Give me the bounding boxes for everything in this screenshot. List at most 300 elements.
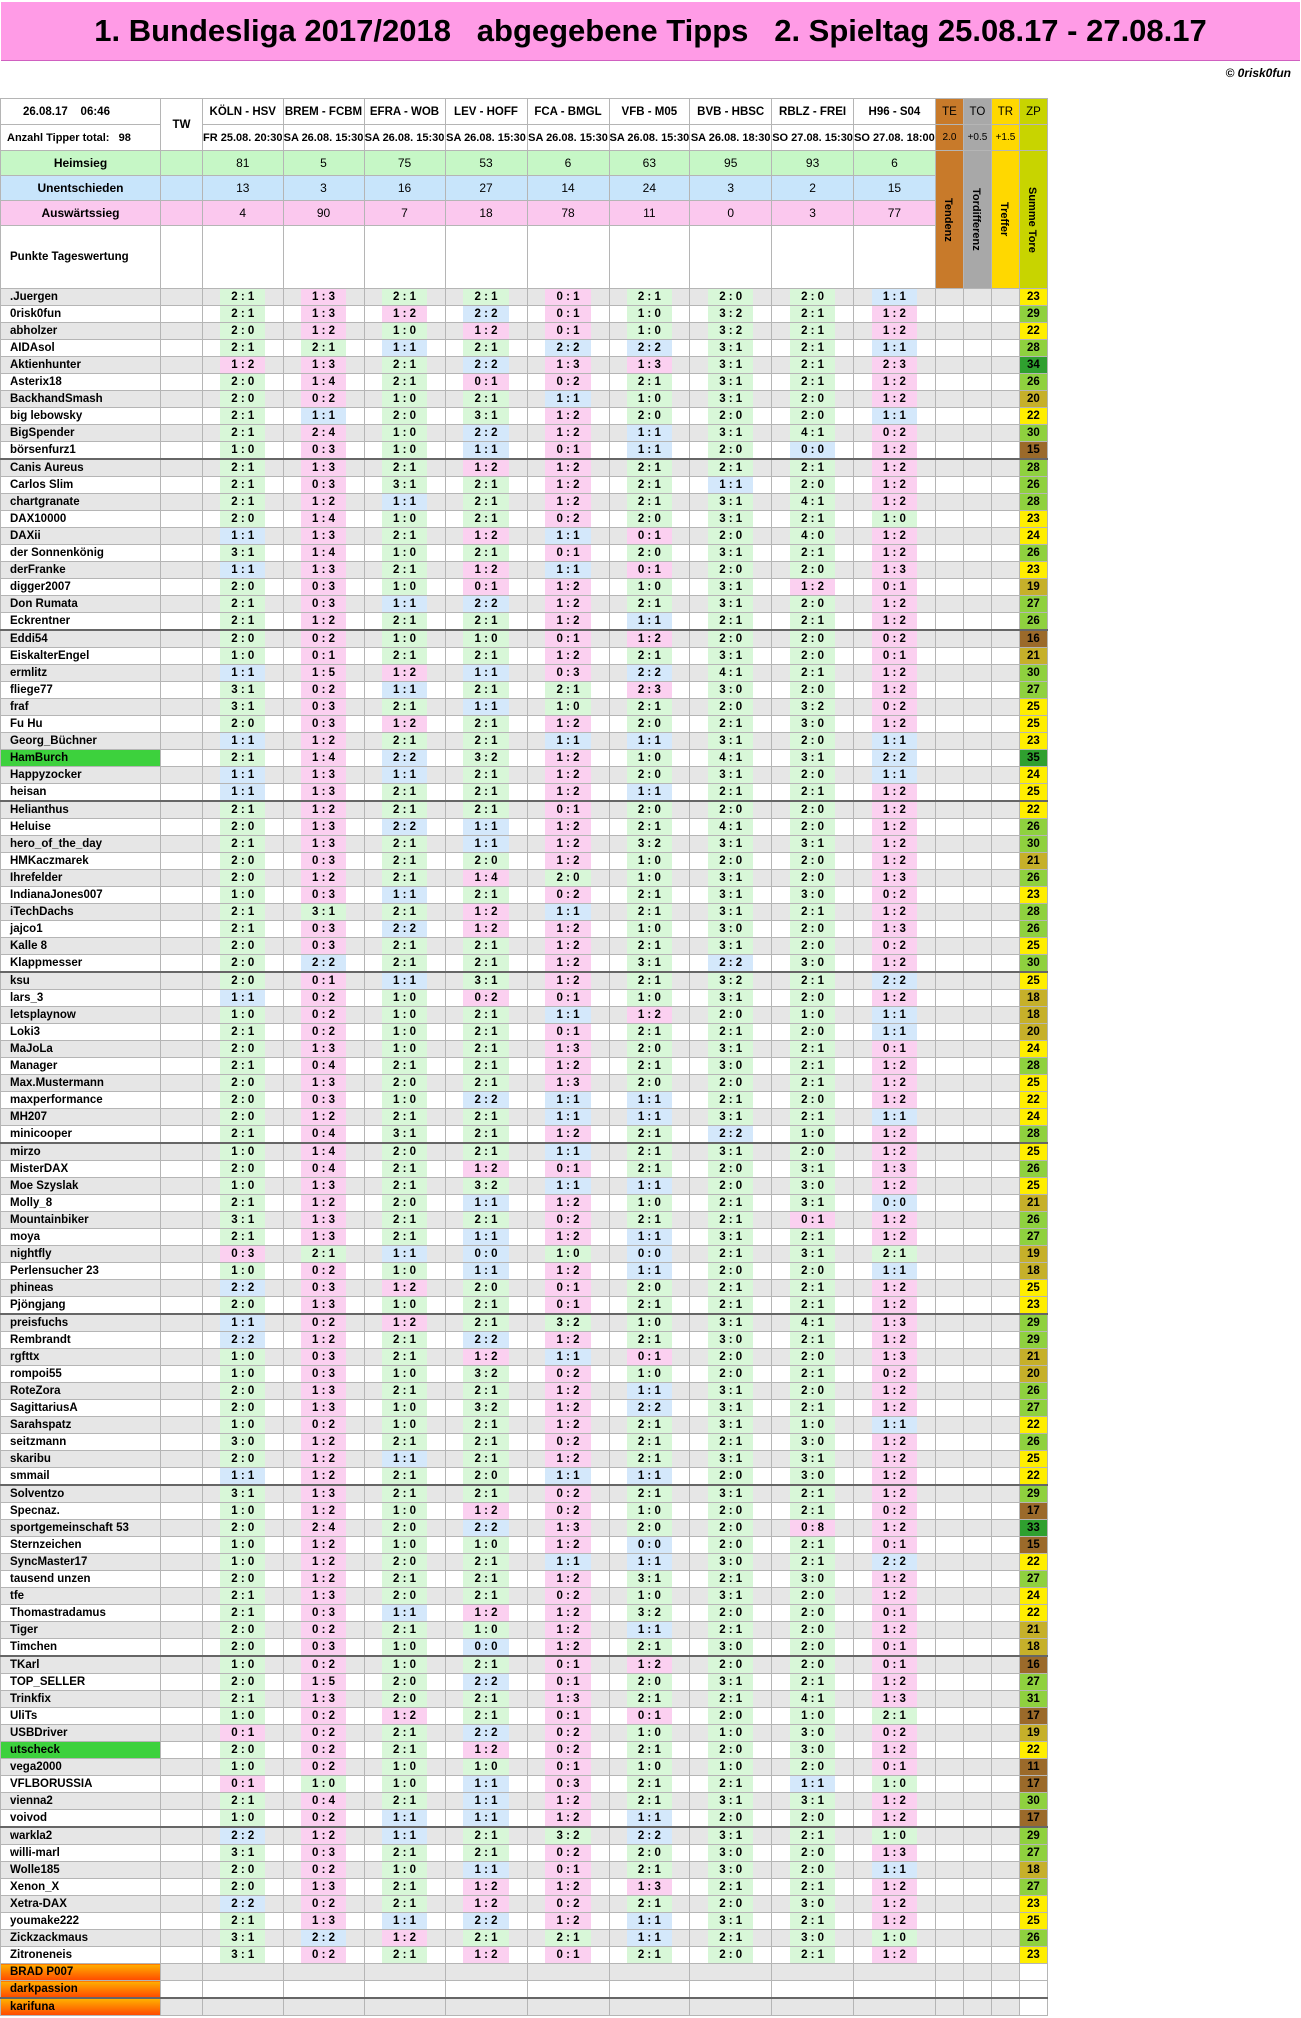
tip-value: 2 : 2	[382, 750, 427, 766]
player-name: Don Rumata	[1, 596, 161, 613]
te-cell	[935, 1468, 963, 1486]
tip-cell	[609, 1366, 690, 1383]
tip-cell	[772, 459, 854, 477]
tip-value: 1 : 1	[627, 1229, 672, 1245]
tip-cell	[283, 579, 364, 596]
tip-cell	[853, 1981, 935, 1999]
tip-value: 1 : 2	[382, 665, 427, 681]
tip-cell	[364, 1212, 445, 1229]
tw-cell	[161, 1776, 203, 1793]
tw-cell	[161, 1571, 203, 1588]
tip-value: 0 : 3	[301, 1092, 346, 1108]
tip-value: 1 : 1	[545, 1178, 590, 1194]
tip-value: 3 : 1	[708, 494, 753, 510]
tip-cell	[772, 819, 854, 836]
tip-value: 1 : 1	[545, 562, 590, 578]
tip-cell	[690, 716, 772, 733]
player-row	[1, 1349, 1048, 1366]
tr-cell	[991, 870, 1019, 887]
tip-value: 1 : 3	[301, 289, 346, 305]
tip-cell	[853, 1964, 935, 1981]
tip-cell	[283, 648, 364, 665]
tipper-count-cell	[1, 125, 161, 151]
player-name: MaJoLa	[1, 1041, 161, 1058]
to-cell	[963, 1400, 991, 1417]
match-teams-header: EFRA - WOB	[364, 99, 445, 125]
tip-value: 1 : 0	[627, 990, 672, 1006]
tip-cell	[445, 648, 527, 665]
tip-cell	[609, 1588, 690, 1605]
tip-cell	[772, 699, 854, 716]
tip-cell	[609, 699, 690, 716]
tip-cell	[527, 1674, 609, 1691]
player-name: Heluise	[1, 819, 161, 836]
tip-value: 3 : 1	[708, 1315, 753, 1331]
tip-cell	[364, 1845, 445, 1862]
tip-cell	[772, 1554, 854, 1571]
tip-value: 2 : 1	[382, 1109, 427, 1125]
tw-cell	[161, 1314, 203, 1332]
tip-cell	[772, 528, 854, 545]
tip-cell	[527, 716, 609, 733]
tip-cell	[690, 767, 772, 784]
unentschieden-count: 15	[853, 176, 935, 201]
tw-cell	[161, 579, 203, 596]
player-row	[1, 1297, 1048, 1315]
to-cell	[963, 1656, 991, 1674]
tip-value: 1 : 1	[463, 819, 508, 835]
zp-score: 30	[1019, 836, 1047, 853]
te-cell	[935, 442, 963, 460]
tip-value: 0 : 1	[627, 528, 672, 544]
tip-cell	[690, 1503, 772, 1520]
tip-value: 0 : 2	[301, 1315, 346, 1331]
tip-cell	[609, 1981, 690, 1999]
tip-cell	[283, 1195, 364, 1212]
tip-value: 1 : 2	[545, 973, 590, 989]
punkte-blank	[690, 226, 772, 289]
tip-cell	[690, 357, 772, 374]
tip-value: 2 : 2	[382, 921, 427, 937]
tip-cell	[445, 801, 527, 819]
zp-score: 20	[1019, 1024, 1047, 1041]
tw-cell	[161, 1964, 203, 1981]
tip-value: 3 : 0	[790, 1178, 835, 1194]
tip-value: 2 : 2	[301, 1930, 346, 1946]
tip-cell	[772, 733, 854, 750]
player-row	[1, 289, 1048, 306]
tip-cell	[364, 1520, 445, 1537]
tip-cell	[445, 1639, 527, 1657]
tip-value: 1 : 3	[872, 1315, 917, 1331]
tip-value: 0 : 1	[790, 1212, 835, 1228]
tip-cell	[527, 459, 609, 477]
tip-value: 1 : 1	[382, 682, 427, 698]
tip-cell	[445, 1776, 527, 1793]
tip-value: 0 : 1	[627, 1349, 672, 1365]
tip-cell	[690, 972, 772, 990]
tip-cell	[527, 1896, 609, 1913]
te-cell	[935, 665, 963, 682]
tip-value: 2 : 0	[382, 1554, 427, 1570]
tip-cell	[690, 374, 772, 391]
tip-value: 1 : 1	[545, 1468, 590, 1484]
to-cell	[963, 1947, 991, 1964]
tip-cell	[445, 1092, 527, 1109]
te-cell	[935, 579, 963, 596]
zp-score: 30	[1019, 425, 1047, 442]
tip-cell	[203, 1417, 284, 1434]
tip-value: 0 : 4	[301, 1126, 346, 1142]
tr-cell	[991, 1913, 1019, 1930]
tr-cell	[991, 1691, 1019, 1708]
tip-value: 2 : 0	[220, 391, 265, 407]
tip-value: 2 : 0	[790, 562, 835, 578]
tr-cell	[991, 323, 1019, 340]
tip-value: 2 : 3	[872, 357, 917, 373]
tr-cell	[991, 836, 1019, 853]
tip-cell	[445, 1879, 527, 1896]
player-name: fraf	[1, 699, 161, 716]
te-cell	[935, 1349, 963, 1366]
tw-cell	[161, 1126, 203, 1144]
heimsieg-count: 6	[527, 151, 609, 176]
tw-blank	[161, 201, 203, 226]
tip-cell	[690, 1161, 772, 1178]
tip-value: 2 : 1	[790, 1109, 835, 1125]
tip-value: 2 : 1	[382, 1161, 427, 1177]
tip-value: 1 : 3	[545, 1691, 590, 1707]
tip-value: 0 : 2	[545, 887, 590, 903]
tw-cell	[161, 887, 203, 904]
tip-cell	[283, 887, 364, 904]
tip-cell	[364, 801, 445, 819]
tip-value: 2 : 1	[382, 1845, 427, 1861]
to-cell	[963, 1058, 991, 1075]
tip-cell	[853, 408, 935, 425]
tip-cell	[609, 1212, 690, 1229]
tip-cell	[853, 1212, 935, 1229]
tip-value: 0 : 2	[872, 1503, 917, 1519]
tip-cell	[609, 1280, 690, 1297]
tip-value: 1 : 1	[872, 767, 917, 783]
zp-score: 24	[1019, 767, 1047, 784]
tip-cell	[445, 459, 527, 477]
player-name: Loki3	[1, 1024, 161, 1041]
tip-value: 0 : 3	[301, 596, 346, 612]
tip-value: 1 : 2	[872, 613, 917, 629]
match-teams-header: FCA - BMGL	[527, 99, 609, 125]
tip-value: 1 : 3	[301, 1486, 346, 1502]
tip-value: 1 : 3	[301, 460, 346, 476]
tip-value: 2 : 0	[627, 1075, 672, 1091]
tip-cell	[364, 938, 445, 955]
tr-cell	[991, 1263, 1019, 1280]
tip-cell	[690, 921, 772, 938]
tr-cell	[991, 1349, 1019, 1366]
to-cell	[963, 1691, 991, 1708]
tip-cell	[527, 1725, 609, 1742]
tip-value: 1 : 2	[545, 836, 590, 852]
tw-cell	[161, 562, 203, 579]
tip-cell	[445, 1314, 527, 1332]
player-row	[1, 1896, 1048, 1913]
tip-value: 2 : 0	[220, 973, 265, 989]
tip-value: 1 : 2	[545, 494, 590, 510]
to-cell	[963, 1451, 991, 1468]
tw-cell	[161, 1468, 203, 1486]
tip-value: 2 : 0	[220, 1622, 265, 1638]
tip-cell	[527, 819, 609, 836]
tr-cell	[991, 1024, 1019, 1041]
header-row-dates	[1, 125, 1048, 151]
player-row	[1, 1485, 1048, 1503]
to-cell	[963, 562, 991, 579]
tip-cell	[364, 1246, 445, 1263]
player-name: karifuna	[1, 1998, 161, 2016]
tip-value: 2 : 1	[708, 1246, 753, 1262]
tip-cell	[283, 1930, 364, 1947]
tip-cell	[609, 1947, 690, 1964]
tip-cell	[690, 289, 772, 306]
tip-cell	[445, 990, 527, 1007]
zp-score: 20	[1019, 1366, 1047, 1383]
tip-cell	[853, 972, 935, 990]
tip-cell	[690, 613, 772, 631]
tip-value: 0 : 2	[301, 1007, 346, 1023]
tip-value: 1 : 2	[872, 1280, 917, 1296]
tip-cell	[690, 801, 772, 819]
tip-cell	[283, 1485, 364, 1503]
tip-value: 2 : 1	[627, 973, 672, 989]
tr-cell	[991, 1622, 1019, 1639]
tip-value: 1 : 2	[545, 1417, 590, 1433]
tip-cell	[283, 323, 364, 340]
tw-cell	[161, 1109, 203, 1126]
tip-value: 3 : 1	[220, 1930, 265, 1946]
to-cell	[963, 870, 991, 887]
tip-cell	[772, 391, 854, 408]
tip-value: 1 : 2	[545, 1537, 590, 1553]
tip-value: 1 : 0	[220, 1349, 265, 1365]
tip-value: 2 : 1	[790, 1554, 835, 1570]
tip-cell	[203, 1314, 284, 1332]
tip-value: 0 : 3	[301, 716, 346, 732]
tip-value: 3 : 0	[790, 1434, 835, 1450]
tip-value: 1 : 3	[301, 1400, 346, 1416]
tip-cell	[609, 1246, 690, 1263]
player-name: Ihrefelder	[1, 870, 161, 887]
tip-value: 2 : 1	[220, 1588, 265, 1604]
tip-value: 0 : 1	[545, 1657, 590, 1673]
to-cell	[963, 1537, 991, 1554]
tip-cell	[853, 1554, 935, 1571]
tip-cell	[203, 990, 284, 1007]
match-teams-header: KÖLN - HSV	[203, 99, 284, 125]
tw-cell	[161, 1827, 203, 1845]
tip-value: 2 : 2	[463, 425, 508, 441]
tip-value: 2 : 0	[790, 870, 835, 886]
tip-cell	[364, 1981, 445, 1999]
player-name: Fu Hu	[1, 716, 161, 733]
zp-score: 30	[1019, 665, 1047, 682]
player-name: UliTs	[1, 1708, 161, 1725]
tip-cell	[203, 1639, 284, 1657]
player-name: Asterix18	[1, 374, 161, 391]
tip-value: 3 : 1	[220, 699, 265, 715]
tip-cell	[364, 323, 445, 340]
tip-value: 1 : 2	[872, 477, 917, 493]
zp-score: 28	[1019, 1126, 1047, 1144]
tip-value: 3 : 1	[708, 1828, 753, 1844]
to-cell	[963, 1862, 991, 1879]
tip-value: 3 : 1	[708, 990, 753, 1006]
tip-cell	[772, 1314, 854, 1332]
te-cell	[935, 1451, 963, 1468]
te-cell	[935, 1571, 963, 1588]
te-cell	[935, 887, 963, 904]
tip-value: 2 : 1	[627, 494, 672, 510]
tip-value: 0 : 2	[545, 374, 590, 390]
tip-value: 2 : 1	[220, 1691, 265, 1707]
tip-cell	[690, 1109, 772, 1126]
tip-cell	[853, 921, 935, 938]
tip-cell	[690, 1178, 772, 1195]
tip-cell	[445, 289, 527, 306]
tip-value: 4 : 1	[790, 1691, 835, 1707]
tip-value: 1 : 2	[301, 1468, 346, 1484]
tip-value: 2 : 1	[382, 1896, 427, 1912]
tip-value: 2 : 0	[708, 1263, 753, 1279]
player-row	[1, 1674, 1048, 1691]
tip-value: 1 : 1	[545, 391, 590, 407]
tip-value: 2 : 1	[220, 1024, 265, 1040]
tip-value: 1 : 2	[545, 579, 590, 595]
tip-cell	[609, 1451, 690, 1468]
tip-value: 2 : 1	[545, 1930, 590, 1946]
tip-cell	[445, 528, 527, 545]
player-row	[1, 1314, 1048, 1332]
tip-cell	[609, 1178, 690, 1195]
tw-cell	[161, 613, 203, 631]
tip-value: 1 : 2	[872, 1229, 917, 1245]
tip-value: 0 : 1	[220, 1725, 265, 1741]
tip-cell	[772, 1434, 854, 1451]
tip-value: 1 : 2	[872, 1297, 917, 1313]
tip-cell	[690, 1246, 772, 1263]
tr-cell	[991, 716, 1019, 733]
tip-cell	[853, 545, 935, 562]
tip-value: 3 : 1	[708, 374, 753, 390]
te-cell	[935, 870, 963, 887]
tip-cell	[527, 1366, 609, 1383]
tip-value: 1 : 2	[872, 784, 917, 800]
tip-value: 0 : 2	[301, 391, 346, 407]
tip-value: 2 : 0	[708, 1947, 753, 1963]
tip-value: 2 : 1	[220, 596, 265, 612]
tip-value: 1 : 1	[872, 1263, 917, 1279]
to-cell	[963, 1879, 991, 1896]
tip-cell	[364, 1468, 445, 1486]
player-name: tausend unzen	[1, 1571, 161, 1588]
tip-value: 0 : 2	[545, 1366, 590, 1382]
tw-cell	[161, 819, 203, 836]
tip-cell	[527, 1981, 609, 1999]
zp-score: 22	[1019, 1742, 1047, 1759]
player-row	[1, 374, 1048, 391]
tw-cell	[161, 955, 203, 973]
tip-cell	[527, 528, 609, 545]
tip-cell	[527, 1913, 609, 1930]
tip-cell	[609, 425, 690, 442]
tip-cell	[609, 716, 690, 733]
te-cell	[935, 545, 963, 562]
tip-cell	[283, 767, 364, 784]
tip-value: 2 : 0	[382, 1588, 427, 1604]
tip-cell	[203, 1503, 284, 1520]
tip-cell	[690, 1195, 772, 1212]
tip-value: 1 : 0	[627, 1759, 672, 1775]
tip-value: 1 : 0	[790, 1007, 835, 1023]
tip-cell	[527, 1332, 609, 1349]
zp-column-label	[1019, 151, 1047, 289]
tip-cell	[445, 1571, 527, 1588]
tip-value: 1 : 0	[545, 699, 590, 715]
tip-value: 0 : 4	[301, 1161, 346, 1177]
te-cell	[935, 1366, 963, 1383]
tip-cell	[203, 1092, 284, 1109]
tip-value: 1 : 3	[301, 767, 346, 783]
tip-value: 1 : 2	[872, 1126, 917, 1142]
te-cell	[935, 1178, 963, 1195]
unentschieden-count: 16	[364, 176, 445, 201]
tip-cell	[203, 1024, 284, 1041]
te-cell	[935, 1896, 963, 1913]
zp-score: 18	[1019, 990, 1047, 1007]
tip-cell	[772, 716, 854, 733]
tip-cell	[772, 1297, 854, 1315]
tip-cell	[772, 1674, 854, 1691]
tip-cell	[772, 1451, 854, 1468]
tip-value: 1 : 1	[872, 1109, 917, 1125]
tip-cell	[203, 921, 284, 938]
tip-value: 1 : 1	[382, 973, 427, 989]
tw-cell	[161, 1605, 203, 1622]
tip-cell	[203, 836, 284, 853]
tip-value: 1 : 3	[301, 1229, 346, 1245]
tip-cell	[853, 442, 935, 460]
player-row	[1, 1451, 1048, 1468]
tip-cell	[203, 1485, 284, 1503]
tip-value: 2 : 0	[708, 442, 753, 458]
match-date-header: SA 26.08. 15:30	[445, 125, 527, 151]
tr-cell	[991, 1143, 1019, 1161]
tip-value: 2 : 0	[220, 1862, 265, 1878]
tip-value: 2 : 0	[220, 819, 265, 835]
tip-cell	[853, 1417, 935, 1434]
tip-cell	[445, 836, 527, 853]
player-name: Timchen	[1, 1639, 161, 1657]
tip-cell	[853, 1827, 935, 1845]
tip-cell	[772, 921, 854, 938]
tip-cell	[772, 340, 854, 357]
tip-cell	[364, 1434, 445, 1451]
tip-value: 2 : 0	[790, 733, 835, 749]
tip-cell	[445, 887, 527, 904]
tip-cell	[772, 665, 854, 682]
tip-value: 1 : 2	[872, 1793, 917, 1809]
tip-cell	[203, 870, 284, 887]
